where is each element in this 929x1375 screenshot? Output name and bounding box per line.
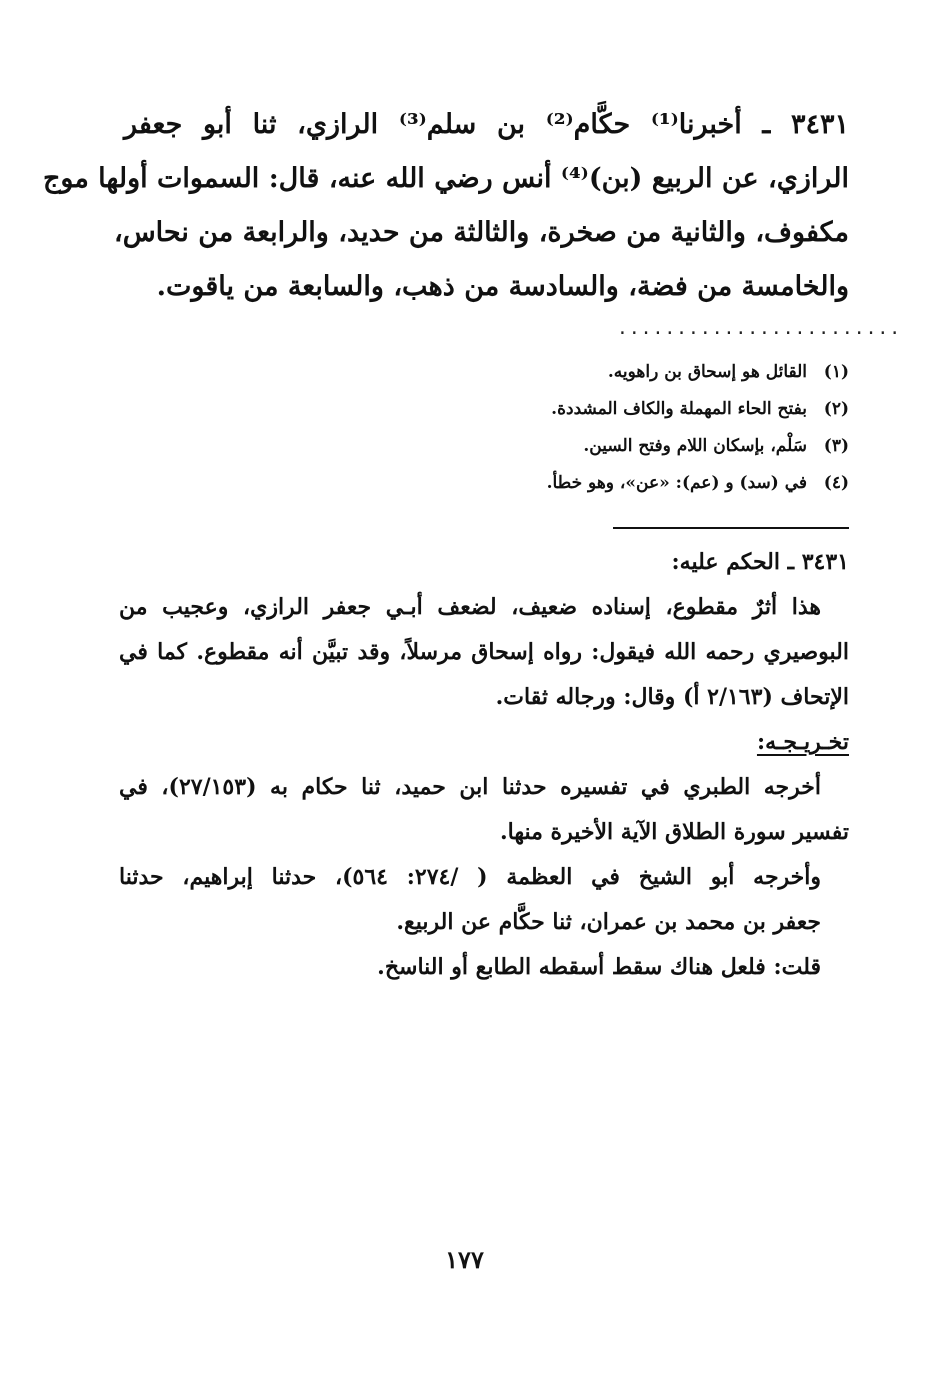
narration-line: الرازي، عن الربيع (بن)⁽⁴⁾ أنس رضي الله عنه، قال: السموات أولها موج — [42, 163, 849, 194]
footnote-number: (٣) — [823, 436, 849, 456]
footnote-separator: ........................ — [617, 318, 902, 339]
narration-text — [42, 98, 850, 314]
ruling-line: الإتحاف (٢/١٦٣ أ) وقال: ورجاله ثقات. — [495, 684, 849, 710]
footnote-number: (١) — [823, 362, 849, 382]
ruling-section — [119, 540, 849, 990]
takhrij-line: جعفر بن محمد بن عمران، ثنا حكَّام عن الربيع. — [396, 909, 821, 935]
footnote-text: سَلْم، بإسكان اللام وفتح السين. — [583, 436, 807, 456]
narration-line: والخامسة من فضة، والسادسة من ذهب، والسابعة من ياقوت. — [156, 271, 849, 302]
ruling-heading: ٣٤٣١ ـ الحكم عليه: — [671, 549, 849, 575]
ruling-line: هذا أثرٌ مقطوع، إسناده ضعيف، لضعف أبـي جعفر الرازي، وعجيب من — [119, 594, 821, 620]
footnote-item — [129, 391, 849, 428]
footnote-number: (٤) — [823, 473, 849, 493]
remark-line: قلت: فلعل هناك سقط أسقطه الطابع أو الناسخ. — [377, 954, 821, 980]
ruling-line: البوصيري رحمه الله فيقول: رواه إسحاق مرسلاً، وقد تبيَّن أنه مقطوع. كما في — [119, 639, 849, 665]
footnote-item — [129, 428, 849, 465]
narration-line: ٣٤٣١ ـ أخبرنا⁽¹⁾ حكَّام⁽²⁾ بن سلم⁽³⁾ الرازي، ثنا أبو جعفر — [124, 109, 850, 140]
footnote-text: في (سد) و (عم): «عن»، وهو خطأ. — [546, 473, 807, 493]
section-divider — [613, 527, 849, 529]
narration-line: مكفوف، والثانية من صخرة، والثالثة من حديد، والرابعة من نحاس، — [114, 217, 849, 248]
takhrij-line: تفسير سورة الطلاق الآية الأخيرة منها. — [499, 819, 849, 845]
takhrij-line: أخرجه الطبري في تفسيره حدثنا ابن حميد، ثنا حكام به (٢٧/١٥٣)، في — [119, 774, 821, 800]
footnote-text: بفتح الحاء المهملة والكاف المشددة. — [551, 399, 807, 419]
footnote-text: القائل هو إسحاق بن راهويه. — [607, 362, 807, 382]
takhrij-line: وأخرجه أبو الشيخ في العظمة ( /٢٧٤: ٥٦٤)، حدثنا إبراهيم، حدثنا — [119, 864, 822, 890]
footnote-number: (٢) — [823, 399, 849, 419]
page-number: ١٧٧ — [445, 1245, 484, 1274]
footnote-item — [129, 354, 849, 391]
footnotes-list — [129, 354, 849, 502]
footnote-item — [129, 465, 849, 502]
takhrij-heading: تخـريـجـه: — [756, 729, 849, 755]
